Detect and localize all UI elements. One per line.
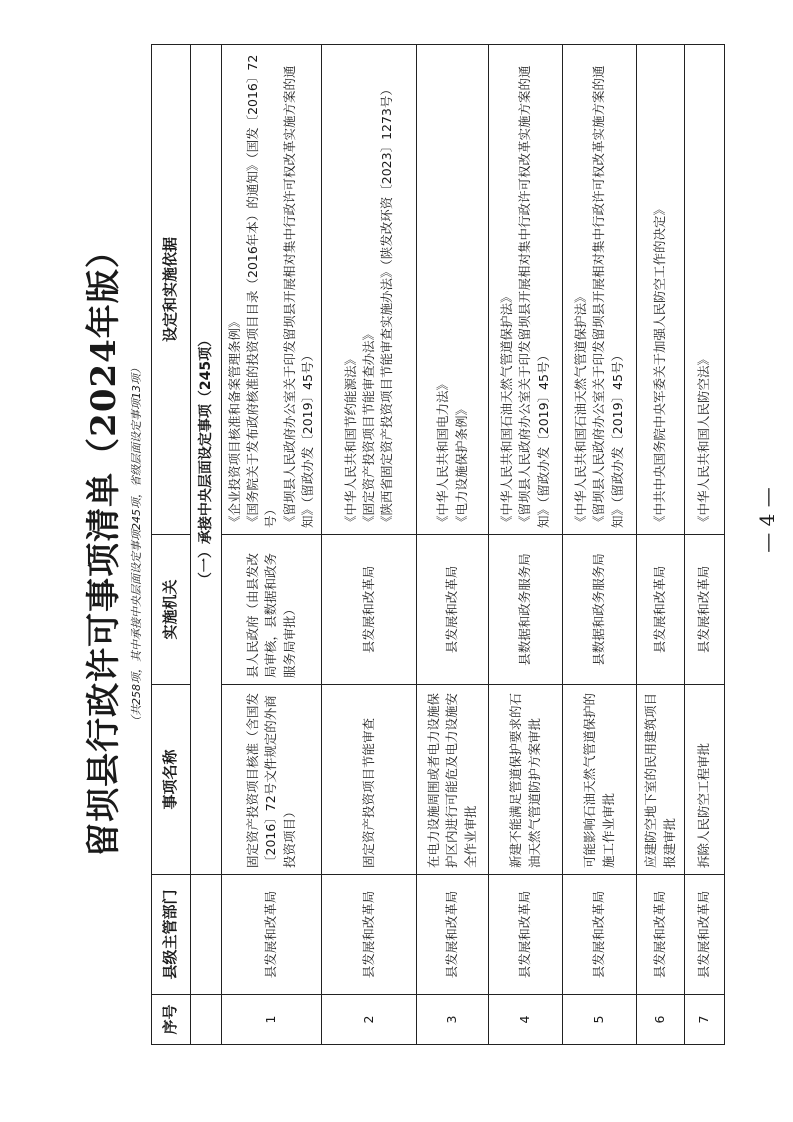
row-no: 2	[322, 995, 417, 1045]
basis-line: 《中华人民共和国电力法》	[435, 377, 451, 528]
basis-line: 《电力设施保护条例》	[453, 402, 469, 528]
row-no: 4	[489, 995, 563, 1045]
row-basis	[222, 45, 322, 535]
header-dept: 县级主管部门	[152, 875, 191, 995]
row-dept: 县发展和改革局	[489, 875, 563, 995]
header-no: 序号	[152, 995, 191, 1045]
basis-line: 《中华人民共和国节约能源法》	[342, 352, 358, 528]
row-dept: 县发展和改革局	[417, 875, 489, 995]
row-agency: 县数据和政务服务局	[563, 535, 637, 685]
table-row	[637, 45, 685, 1045]
row-basis	[563, 45, 637, 535]
row-dept: 县发展和改革局	[685, 875, 725, 995]
row-item: 固定资产投资项目核准（含国发〔2016〕72号文件规定的外商投资项目）	[222, 685, 322, 875]
row-basis	[637, 45, 685, 535]
basis-line: 《中华人民共和国石油天然气管道保护法》	[499, 290, 515, 528]
row-item: 固定资产投资项目节能审查	[322, 685, 417, 875]
basis-line: 《企业投资项目核准和备案管理条例》	[227, 315, 243, 528]
basis-line: 《留坝县人民政府办公室关于印发留坝县开展相对集中行政许可权改革实施方案的通知》（留政办发〔2019〕45号）	[281, 65, 315, 528]
row-no: 7	[685, 995, 725, 1045]
row-agency: 县发展和改革局	[637, 535, 685, 685]
basis-line: 《中华人民共和国石油天然气管道保护法》	[573, 290, 589, 528]
basis-line: 《留坝县人民政府办公室关于印发留坝县开展相对集中行政许可权改革实施方案的通知》（留政办发〔2019〕45号）	[591, 65, 625, 528]
section-row	[191, 45, 222, 1045]
row-dept: 县发展和改革局	[563, 875, 637, 995]
row-agency: 县数据和政务服务局	[489, 535, 563, 685]
row-no: 5	[563, 995, 637, 1045]
row-dept: 县发展和改革局	[222, 875, 322, 995]
row-basis	[417, 45, 489, 535]
row-agency: 县发展和改革局	[322, 535, 417, 685]
row-item: 可能影响石油天然气管道保护的施工作业审批	[563, 685, 637, 875]
row-item: 拆除人民防空工程审批	[685, 685, 725, 875]
permit-table	[151, 44, 725, 1045]
page-number: — 4 —	[755, 487, 779, 553]
table-row	[322, 45, 417, 1045]
table-row	[417, 45, 489, 1045]
header-item: 事项名称	[152, 685, 191, 875]
row-item: 应建防空地下室的民用建筑项目报建审批	[637, 685, 685, 875]
row-agency: 县人民政府（由县发改局审核，县数据和政务服务局审批）	[222, 535, 322, 685]
table-row	[685, 45, 725, 1045]
basis-line: 《国务院关于发布政府核准的投资项目目录（2016年本）的通知》（国发〔2016〕72号）	[245, 54, 279, 528]
row-dept: 县发展和改革局	[637, 875, 685, 995]
row-basis	[685, 45, 725, 535]
basis-line: 《陕西省固定资产投资项目节能审查实施办法》（陕发改环资〔2023〕1273号）	[379, 83, 395, 528]
document-subtitle: （共258项，其中承接中央层面设定事项245项，省级层面设定事项13项）	[130, 363, 143, 727]
row-item: 在电力设施周围或者电力设施保护区内进行可能危及电力设施安全作业审批	[417, 685, 489, 875]
table-row	[563, 45, 637, 1045]
basis-line: 《中华人民共和国人民防空法》	[696, 352, 712, 528]
table-header-row	[152, 45, 191, 1045]
row-no: 3	[417, 995, 489, 1045]
rotated-sheet	[76, 45, 716, 1045]
row-no: 1	[222, 995, 322, 1045]
row-item: 新建不能满足管道保护要求的石油天然气管道防护方案审批	[489, 685, 563, 875]
row-basis	[322, 45, 417, 535]
basis-line: 《固定资产投资项目节能审查办法》	[360, 327, 376, 528]
header-agency: 实施机关	[152, 535, 191, 685]
row-basis	[489, 45, 563, 535]
basis-line: 《中共中央国务院中央军委关于加强人民防空工作的决定》	[652, 202, 668, 528]
basis-line: 《留坝县人民政府办公室关于印发留坝县开展相对集中行政许可权改革实施方案的通知》（留政办发〔2019〕45号）	[517, 65, 551, 528]
document-title: 留坝县行政许可事项清单（2024年版）	[84, 233, 124, 857]
row-agency: 县发展和改革局	[685, 535, 725, 685]
header-basis: 设定和实施依据	[152, 45, 191, 535]
table-row	[489, 45, 563, 1045]
section-title: （一）承接中央层面设定事项（245项）	[191, 45, 222, 875]
row-agency: 县发展和改革局	[417, 535, 489, 685]
row-dept: 县发展和改革局	[322, 875, 417, 995]
row-no: 6	[637, 995, 685, 1045]
table-row	[222, 45, 322, 1045]
